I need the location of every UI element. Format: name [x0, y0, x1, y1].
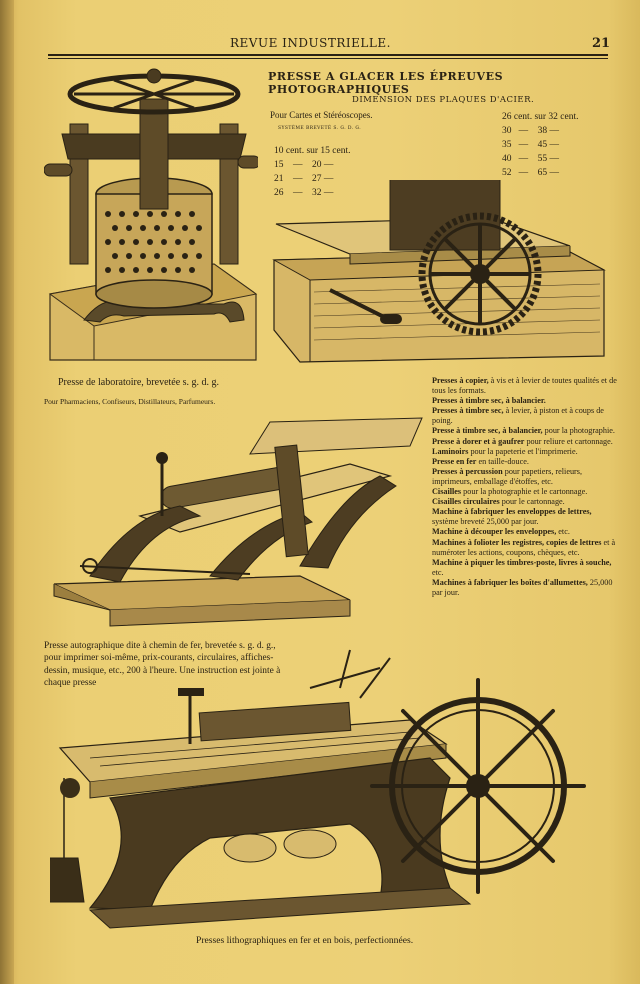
size-row: 26 — 32 —: [274, 188, 334, 198]
header-rule-thin: [48, 58, 608, 59]
list-item: Presses à percussion pour papetiers, relieurs, imprimeurs, emballage d'étoffes, etc.: [432, 466, 583, 486]
list-item: Laminoirs pour la papeterie et l'imprimerie.: [432, 446, 578, 456]
dimensions-title: DIMENSION DES PLAQUES D'ACIER.: [352, 95, 535, 105]
sizes-right-table: [502, 110, 579, 180]
list-item: Presse à dorer et à gaufrer pour reliure et cartonnage.: [432, 436, 613, 446]
product-list: [432, 376, 618, 598]
autographic-press-illustration: [50, 416, 424, 636]
list-item: Machine à fabriquer les enveloppes de lettres, système breveté 25,000 par jour.: [432, 507, 592, 527]
size-row: 21 — 27 —: [274, 174, 334, 184]
autographic-press-caption: Presse autographique dite à chemin de fer, brevetée s. g. d. g., pour imprimer soi-même, prix-courants, circulaires, affiches-dessin, musique, etc., 200 à l'heure. Une instruction est jointe à chaque presse: [44, 641, 281, 688]
list-item: Presses à timbre sec, à balancier.: [432, 396, 546, 406]
size-row: 52 — 65 —: [502, 168, 559, 178]
lithographic-press-illustration: [50, 648, 616, 932]
list-item: Presse à timbre sec, à balancier, pour la photographie.: [432, 426, 615, 436]
size-row: 30 — 38 —: [502, 126, 559, 136]
size-row: 35 — 45 —: [502, 140, 559, 150]
binding-edge: [0, 0, 14, 984]
lithographic-press-caption: Presses lithographiques en fer et en bois, perfectionnées.: [196, 935, 414, 946]
size-row: 10 cent. sur 15 cent.: [274, 146, 351, 156]
size-row: 15 — 20 —: [274, 160, 334, 170]
list-item: Machine à piquer les timbres-poste, livres à souche, etc.: [432, 557, 612, 577]
cards-subtitle: SYSTÈME BREVETÉ S. G. D. G.: [278, 126, 362, 131]
list-item: Presses à timbre sec, à levier, à piston et à coups de poing.: [432, 406, 604, 426]
running-header: REVUE INDUSTRIELLE.: [230, 36, 391, 50]
cards-label: Pour Cartes et Stéréoscopes.: [270, 110, 373, 120]
list-item: Machine à découper les enveloppes, etc.: [432, 527, 570, 537]
lab-press-caption: Presse de laboratoire, brevetée s. g. d. g.: [58, 377, 220, 388]
page-number: 21: [592, 36, 611, 51]
lab-press-subcaption: Pour Pharmaciens, Confiseurs, Distillateurs, Parfumeurs.: [44, 397, 216, 406]
laboratory-press-illustration: [44, 64, 258, 366]
list-item: Presses à copier, à vis et à levier de toutes qualités et de tous les formats.: [432, 376, 617, 396]
list-item: Cisailles pour la photographie et le cartonnage.: [432, 487, 588, 497]
list-item: Machines à fabriquer les boîtes d'allumettes, 25,000 par jour.: [432, 577, 613, 597]
size-row: 40 — 55 —: [502, 154, 559, 164]
section-title: PRESSE A GLACER LES ÉPREUVES PHOTOGRAPHIQUES: [268, 70, 504, 96]
size-row: 26 cent. sur 32 cent.: [502, 112, 579, 122]
list-item: Machines à folioter les registres, copies de lettres et à numéroter les actions, coupons, chèques, etc.: [432, 537, 616, 557]
list-item: Cisailles circulaires pour le cartonnage.: [432, 497, 565, 507]
glazing-press-illustration: [270, 180, 606, 366]
header-rule: [48, 54, 608, 56]
list-item: Presse en fer en taille-douce.: [432, 456, 529, 466]
